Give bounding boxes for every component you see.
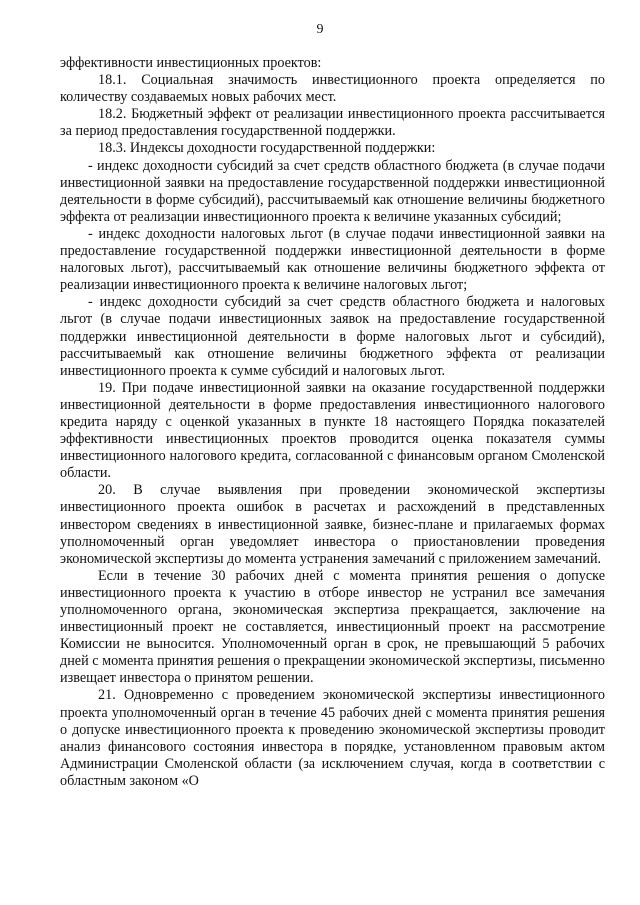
paragraph-18-3: 18.3. Индексы доходности государственной поддержки:	[98, 140, 436, 157]
paragraph-continuation: эффективности инвестиционных проектов:	[60, 55, 322, 71]
paragraph-20: 20. В случае выявления при проведении экономической экспертизы инвестиционного проекта ошибок в расчетах и расхождений в представленных инвестором сведениях в инвестиционной заявке, бизнес-плане и прилагаемых формах уполномоченный орган уведомляет инвестора о приостановлении проведения экономической экспертизы до момента устранения замечаний с приложением замечаний.	[60, 482, 605, 567]
list-item-tax-index: - индекс доходности налоговых льгот (в случае подачи инвестиционной заявки на предоставление государственной поддержки инвестиционной деятельности в форме налоговых льгот), рассчитываемый как отношение величины бюджетного эффекта от реализации инвестиционного проекта к величине налоговых льгот;	[60, 225, 605, 294]
paragraph-18-2: 18.2. Бюджетный эффект от реализации инвестиционного проекта рассчитывается за период предоставления государственной поддержки.	[60, 106, 605, 140]
paragraph-18-1: 18.1. Социальная значимость инвестиционного проекта определяется по количеству создаваемых новых рабочих мест.	[60, 72, 605, 106]
document-body	[60, 55, 605, 790]
list-item-subsidy-index: - индекс доходности субсидий за счет средств областного бюджета (в случае подачи инвестиционной заявки на предоставление государственной поддержки инвестиционной деятельности в форме субсидий), рассчитываемый как отношение величины бюджетного эффекта от реализации инвестиционного проекта к величине указанных субсидий;	[60, 157, 605, 225]
paragraph-19: 19. При подаче инвестиционной заявки на оказание государственной поддержки инвестиционной деятельности в форме предоставления инвестиционного налогового кредита наряду с оценкой указанных в пункте 18 настоящего Порядка показателей эффективности инвестиционных проектов проводится оценка показателя суммы инвестиционного налогового кредита, согласованной с финансовым органом Смоленской области.	[60, 379, 605, 482]
paragraph-20-continued: Если в течение 30 рабочих дней с момента принятия решения о допуске инвестиционного проекта к участию в отборе инвестор не устранил все замечания уполномоченного органа, экономическая экспертиза прекращается, заключение на инвестиционный проект не составляется, инвестиционный проект на рассмотрение Комиссии не выносится. Уполномоченный орган в срок, не превышающий 5 рабочих дней с момента принятия решения о прекращении экономической экспертизы, письменно извещает инвестора о принятом решении.	[60, 567, 605, 687]
paragraph-21: 21. Одновременно с проведением экономической экспертизы инвестиционного проекта уполномоченный орган в течение 45 рабочих дней с момента принятия решения о допуске инвестиционного проекта к проведению экономической экспертизы проводит анализ финансового состояния инвестора в порядке, установленном правовым актом Администрации Смоленской области (за исключением случая, когда в соответствии с областным законом «О	[60, 687, 605, 789]
list-item-combined-index: - индекс доходности субсидий за счет средств областного бюджета и налоговых льгот (в случае подачи инвестиционных заявок на предоставление государственной поддержки инвестиционной деятельности в форме налоговых льгот и субсидий), рассчитываемый как отношение величины бюджетного эффекта от реализации инвестиционного проекта к сумме субсидий и налоговых льгот.	[60, 294, 605, 379]
page-number: 9	[316, 22, 324, 37]
